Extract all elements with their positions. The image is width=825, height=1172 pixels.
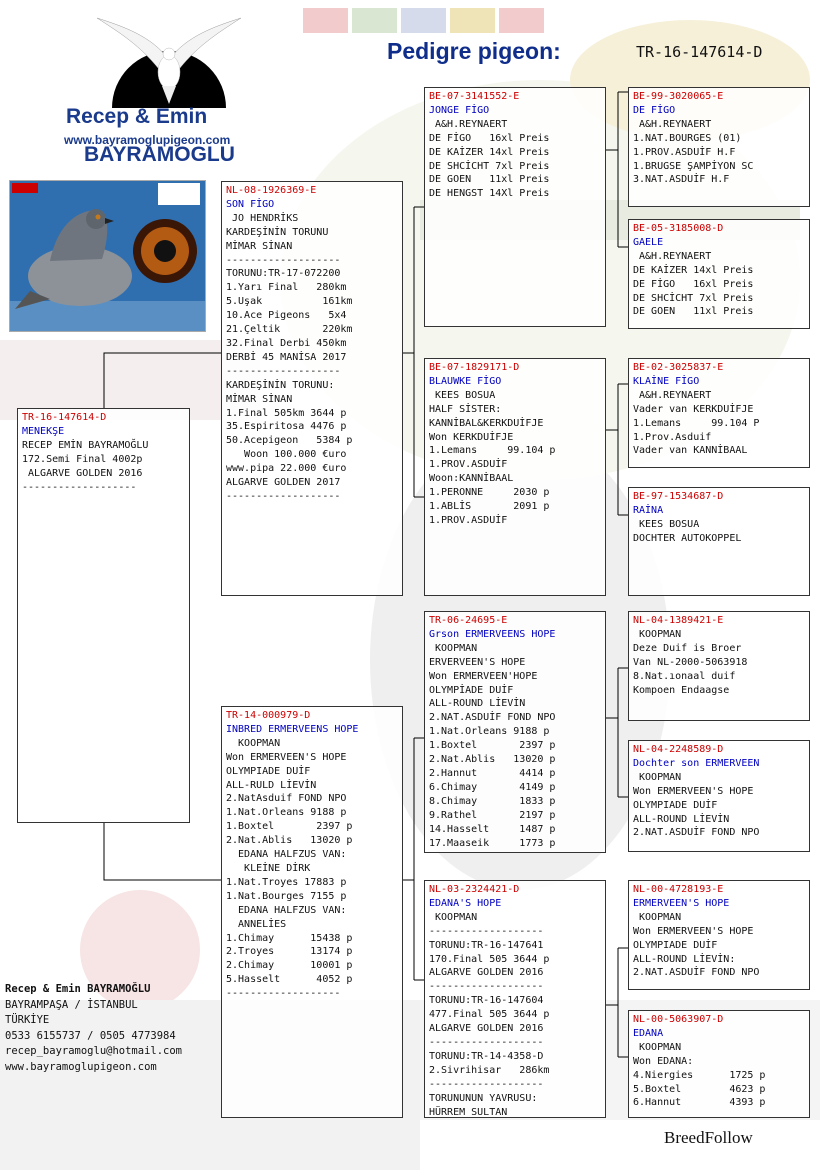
ring-number: NL-08-1926369-E [226, 185, 317, 196]
dam-box [221, 706, 403, 1118]
info-line: 1.Boxtel 2397 p [226, 821, 353, 833]
info-line: 8.Chimay 1833 p [429, 795, 556, 807]
info-line: A&H.REYNAERT [633, 250, 712, 262]
info-line: KARDEŞİNİN TORUNU [226, 226, 329, 238]
info-line: Won ERMERVEEN'S HOPE [633, 785, 754, 797]
info-line: HÜRREM SULTAN [429, 1106, 508, 1118]
info-line: KOOPMAN [429, 911, 478, 923]
pigeon-name: DE FİGO [633, 104, 676, 116]
pigeon-name: GAELE [633, 236, 664, 248]
info-line: ALGARVE GOLDEN 2016 [22, 467, 143, 479]
sire-dam-sire-box [628, 358, 810, 468]
info-line: 1.BRUGSE ŞAMPİYON SC [633, 160, 754, 172]
dam-dam-sire-box [628, 880, 810, 990]
info-line: 172.Semi Final 4002p [22, 453, 143, 465]
footer-brand: BreedFollow [664, 1128, 753, 1147]
info-line: ALL-ROUND LİEVİN: [633, 953, 736, 965]
info-line: 1.Nat.Troyes 17883 p [226, 876, 347, 888]
pigeon-name: BLAUWKE FİGO [429, 375, 502, 387]
ring-number: BE-07-1829171-D [429, 362, 520, 373]
info-line: 2.NatAsduif FOND NPO [226, 793, 347, 805]
info-line: DE KAİZER 14xl Preis [429, 146, 550, 158]
dam-dam-dam-box [628, 1010, 810, 1118]
info-line: MİMAR SİNAN [226, 240, 293, 252]
info-line: 9.Rathel 2197 p [429, 809, 556, 821]
pigeon-name: MENEKŞE [22, 425, 65, 437]
info-line: ALGARVE GOLDEN 2016 [429, 1023, 544, 1035]
pigeon-name: ERMERVEEN'S HOPE [633, 897, 730, 909]
info-line: 1.Nat.Orleans 9188 p [226, 807, 347, 819]
info-line: KOOPMAN [429, 642, 478, 654]
info-line: A&H.REYNAERT [633, 389, 712, 401]
info-line: ALL-ROUND LİEVİN [633, 813, 730, 825]
info-line: 6.Hannut 4393 p [633, 1097, 766, 1109]
info-line: DE HENGST 14Xl Preis [429, 188, 550, 200]
pigeon-name: Dochter son ERMERVEEN [633, 757, 760, 769]
dam-sire-dam-box [628, 740, 810, 852]
ring-number: BE-05-3185008-D [633, 223, 724, 234]
info-line: KOOPMAN [226, 737, 281, 749]
info-line: ------------------- [226, 988, 341, 1000]
info-line: 1.ABLİS 2091 p [429, 501, 550, 513]
info-line: DE GOEN 11xl Preis [633, 306, 754, 318]
info-line: 2.Troyes 13174 p [226, 946, 353, 958]
info-line: TORUNU:TR-17-072200 [226, 268, 341, 280]
pigeon-name: SON FİGO [226, 198, 275, 210]
contact-phones: 0533 6155737 / 0505 4773984 [5, 1029, 176, 1042]
subject-pigeon-box [17, 408, 190, 823]
info-line: Vader van KERKDUİFJE [633, 403, 754, 415]
info-line: 1.Yarı Final 280km [226, 282, 347, 294]
info-line: 1.PROV.ASDUİF [429, 459, 508, 471]
info-line: 1.Nat.Orleans 9188 p [429, 726, 550, 738]
pigeon-name: Grson ERMERVEENS HOPE [429, 628, 556, 640]
brand-name-line1: Recep & Emin [66, 105, 208, 128]
info-line: ALL-RULD LİEVİN [226, 779, 317, 791]
ring-number: BE-07-3141552-E [429, 91, 520, 102]
contact-block [5, 982, 182, 1075]
sire-sire-sire-box [628, 87, 810, 207]
info-line: OLYMPIADE DUİF [633, 799, 718, 811]
info-line: 1.Prov.Asduif [633, 431, 712, 443]
info-line: 5.Uşak 161km [226, 296, 353, 308]
info-line: 14.Hasselt 1487 p [429, 823, 556, 835]
info-line: KOOPMAN [633, 1041, 682, 1053]
info-line: 2.Chimay 10001 p [226, 960, 353, 972]
info-line: RECEP EMİN BAYRAMOĞLU [22, 439, 149, 451]
pigeon-name: EDANA [633, 1027, 664, 1039]
info-line: 170.Final 505 3644 p [429, 953, 550, 965]
pigeon-name: KLAİNE FİGO [633, 375, 700, 387]
contact-email[interactable]: recep_bayramoglu@hotmail.com [5, 1045, 183, 1057]
info-line: HALF SİSTER: [429, 403, 502, 415]
info-line: 5.Boxtel 4623 p [633, 1083, 766, 1095]
info-line: A&H.REYNAERT [429, 118, 508, 130]
info-line: DE FİGO 16xl Preis [429, 132, 550, 144]
info-line: ALL-ROUND LİEVİN [429, 698, 526, 710]
info-line: www.pipa 22.000 €uro [226, 463, 347, 475]
info-line: 2.NAT.ASDUİF FOND NPO [633, 967, 760, 979]
info-line: DE FİGO 16xl Preis [633, 278, 754, 290]
contact-name: Recep & Emin BAYRAMOĞLU [5, 983, 151, 995]
pigeon-name: JONGE FİGO [429, 104, 490, 116]
sire-sire-dam-box [628, 219, 810, 329]
info-line: Van NL-2000-5063918 [633, 656, 748, 668]
info-line: DE SHCİCHT 7xl Preis [633, 292, 754, 304]
info-line: 6.Chimay 4149 p [429, 781, 556, 793]
info-line: TORUNUNUN YAVRUSU: [429, 1092, 538, 1104]
info-line: DERBİ 45 MANİSA 2017 [226, 351, 347, 363]
info-line: Won ERMERVEEN'S HOPE [226, 751, 347, 763]
info-line: 2.Sivrihisar 286km [429, 1064, 550, 1076]
header-ring-number: TR-16-147614-D [636, 43, 763, 61]
info-line: Kompoen Endaagse [633, 684, 730, 696]
brand-name-line2: BAYRAMOGLU [84, 143, 235, 166]
dam-sire-box [424, 611, 606, 853]
info-line: 1.Lemans 99.104 p [429, 445, 556, 457]
pigeon-name: INBRED ERMERVEENS HOPE [226, 723, 359, 735]
info-line: JO HENDRİKS [226, 212, 299, 224]
info-line: 1.PROV.ASDUİF H.F [633, 146, 736, 158]
info-line: MİMAR SİNAN [226, 393, 293, 405]
contact-website[interactable]: www.bayramoglupigeon.com [5, 1060, 157, 1073]
info-line: 2.Nat.Ablis 13020 p [429, 754, 556, 766]
sire-sire-box [424, 87, 606, 327]
info-line: 5.Hasselt 4052 p [226, 974, 353, 986]
sire-dam-box [424, 358, 606, 596]
dam-sire-sire-box [628, 611, 810, 721]
white-dove-logo [92, 16, 246, 108]
info-line: Vader van KANNİBAAL [633, 445, 748, 457]
info-line: 35.Espiritosa 4476 p [226, 421, 347, 433]
pigeon-name: RAİNA [633, 504, 664, 516]
ring-number: NL-00-4728193-E [633, 884, 724, 895]
info-line: EDANA HALFZUS VAN: [226, 904, 347, 916]
info-line: 4.Niergies 1725 p [633, 1069, 766, 1081]
info-line: ERVERVEEN'S HOPE [429, 656, 526, 668]
info-line: 1.NAT.BOURGES (01) [633, 132, 742, 144]
contact-city: BAYRAMPAŞA / İSTANBUL [5, 998, 138, 1011]
info-line: KEES BOSUA [429, 389, 496, 401]
info-line: OLYMPIADE DUİF [226, 765, 311, 777]
info-line: Won KERKDUİFJE [429, 431, 514, 443]
ring-number: NL-04-1389421-E [633, 615, 724, 626]
sire-dam-dam-box [628, 487, 810, 596]
info-line: KOOPMAN [633, 771, 682, 783]
info-line: DE SHCİCHT 7xl Preis [429, 160, 550, 172]
info-line: ------------------- [226, 254, 341, 266]
info-line: ALGARVE GOLDEN 2016 [429, 967, 544, 979]
ring-number: TR-14-000979-D [226, 710, 311, 721]
info-line: 21.Çeltik 220km [226, 324, 353, 336]
info-line: ------------------- [22, 481, 137, 493]
ring-number: NL-04-2248589-D [633, 744, 724, 755]
info-line: KOOPMAN [633, 911, 682, 923]
info-line: Won ERMERVEEN'S HOPE [633, 925, 754, 937]
info-line: 477.Final 505 3644 p [429, 1009, 550, 1021]
info-line: ------------------- [226, 365, 341, 377]
ring-number: BE-99-3020065-E [633, 91, 724, 102]
info-line: DOCHTER AUTOKOPPEL [633, 532, 742, 544]
info-line: 2.Hannut 4414 p [429, 767, 556, 779]
info-line: 2.NAT.ASDUİF FOND NPO [429, 712, 556, 724]
ring-number: NL-00-5063907-D [633, 1014, 724, 1025]
info-line: 1.PROV.ASDUİF [429, 514, 508, 526]
page-title: Pedigre pigeon: [387, 38, 561, 64]
pigeon-eye-photo [9, 180, 206, 332]
info-line: ------------------- [429, 981, 544, 993]
info-line: 3.NAT.ASDUİF H.F [633, 174, 730, 186]
ring-number: TR-06-24695-E [429, 615, 508, 626]
info-line: 17.Maaseik 1773 p [429, 837, 556, 849]
info-line: 2.NAT.ASDUİF FOND NPO [633, 827, 760, 839]
info-line: KARDEŞİNİN TORUNU: [226, 379, 335, 391]
info-line: KANNİBAL&KERKDUİFJE [429, 417, 544, 429]
info-line: 1.Nat.Bourges 7155 p [226, 890, 347, 902]
info-line: 1.Chimay 15438 p [226, 932, 353, 944]
info-line: EDANA HALFZUS VAN: [226, 849, 347, 861]
info-line: A&H.REYNAERT [633, 118, 712, 130]
brand-url: www.bayramoglupigeon.com [64, 133, 231, 147]
info-line: ALGARVE GOLDEN 2017 [226, 477, 341, 489]
contact-country: TÜRKİYE [5, 1014, 50, 1026]
info-line: 8.Nat.ıonaal duif [633, 670, 736, 682]
info-line: KLEİNE DİRK [226, 862, 311, 874]
info-line: ------------------- [226, 490, 341, 502]
dam-dam-box [424, 880, 606, 1118]
info-line: 1.Final 505km 3644 p [226, 407, 347, 419]
info-line: TORUNU:TR-14-4358-D [429, 1050, 544, 1062]
info-line: Won ERMERVEEN'HOPE [429, 670, 538, 682]
info-line: OLYMPIADE DUİF [633, 939, 718, 951]
info-line: 1.Boxtel 2397 p [429, 740, 556, 752]
pigeon-name: EDANA'S HOPE [429, 897, 502, 909]
info-line: ------------------- [429, 1036, 544, 1048]
info-line: KOOPMAN [633, 628, 682, 640]
info-line: Deze Duif is Broer [633, 642, 742, 654]
info-line: OLYMPİADE DUİF [429, 684, 514, 696]
info-line: KEES BOSUA [633, 518, 700, 530]
info-line: 10.Ace Pigeons 5x4 [226, 310, 347, 322]
info-line: Woon 100.000 €uro [226, 449, 347, 461]
sire-box [221, 181, 403, 596]
info-line: ------------------- [429, 1078, 544, 1090]
info-line: 1.PERONNE 2030 p [429, 487, 550, 499]
info-line: 32.Final Derbi 450km [226, 337, 347, 349]
info-line: 50.Acepigeon 5384 p [226, 435, 353, 447]
info-line: TORUNU:TR-16-147604 [429, 995, 544, 1007]
ring-number: NL-03-2324421-D [429, 884, 520, 895]
ring-number: BE-02-3025837-E [633, 362, 724, 373]
info-line: ------------------- [429, 925, 544, 937]
ring-number: BE-97-1534687-D [633, 491, 724, 502]
ring-number: TR-16-147614-D [22, 412, 107, 423]
info-line: TORUNU:TR-16-147641 [429, 939, 544, 951]
info-line: DE GOEN 11xl Preis [429, 174, 550, 186]
info-line: DE KAİZER 14xl Preis [633, 264, 754, 276]
info-line: ANNELİES [226, 918, 287, 930]
info-line: 1.Lemans 99.104 P [633, 417, 760, 429]
info-line: 2.Nat.Ablis 13020 p [226, 835, 353, 847]
info-line: Won EDANA: [633, 1055, 694, 1067]
info-line: Woon:KANNİBAAL [429, 473, 514, 485]
